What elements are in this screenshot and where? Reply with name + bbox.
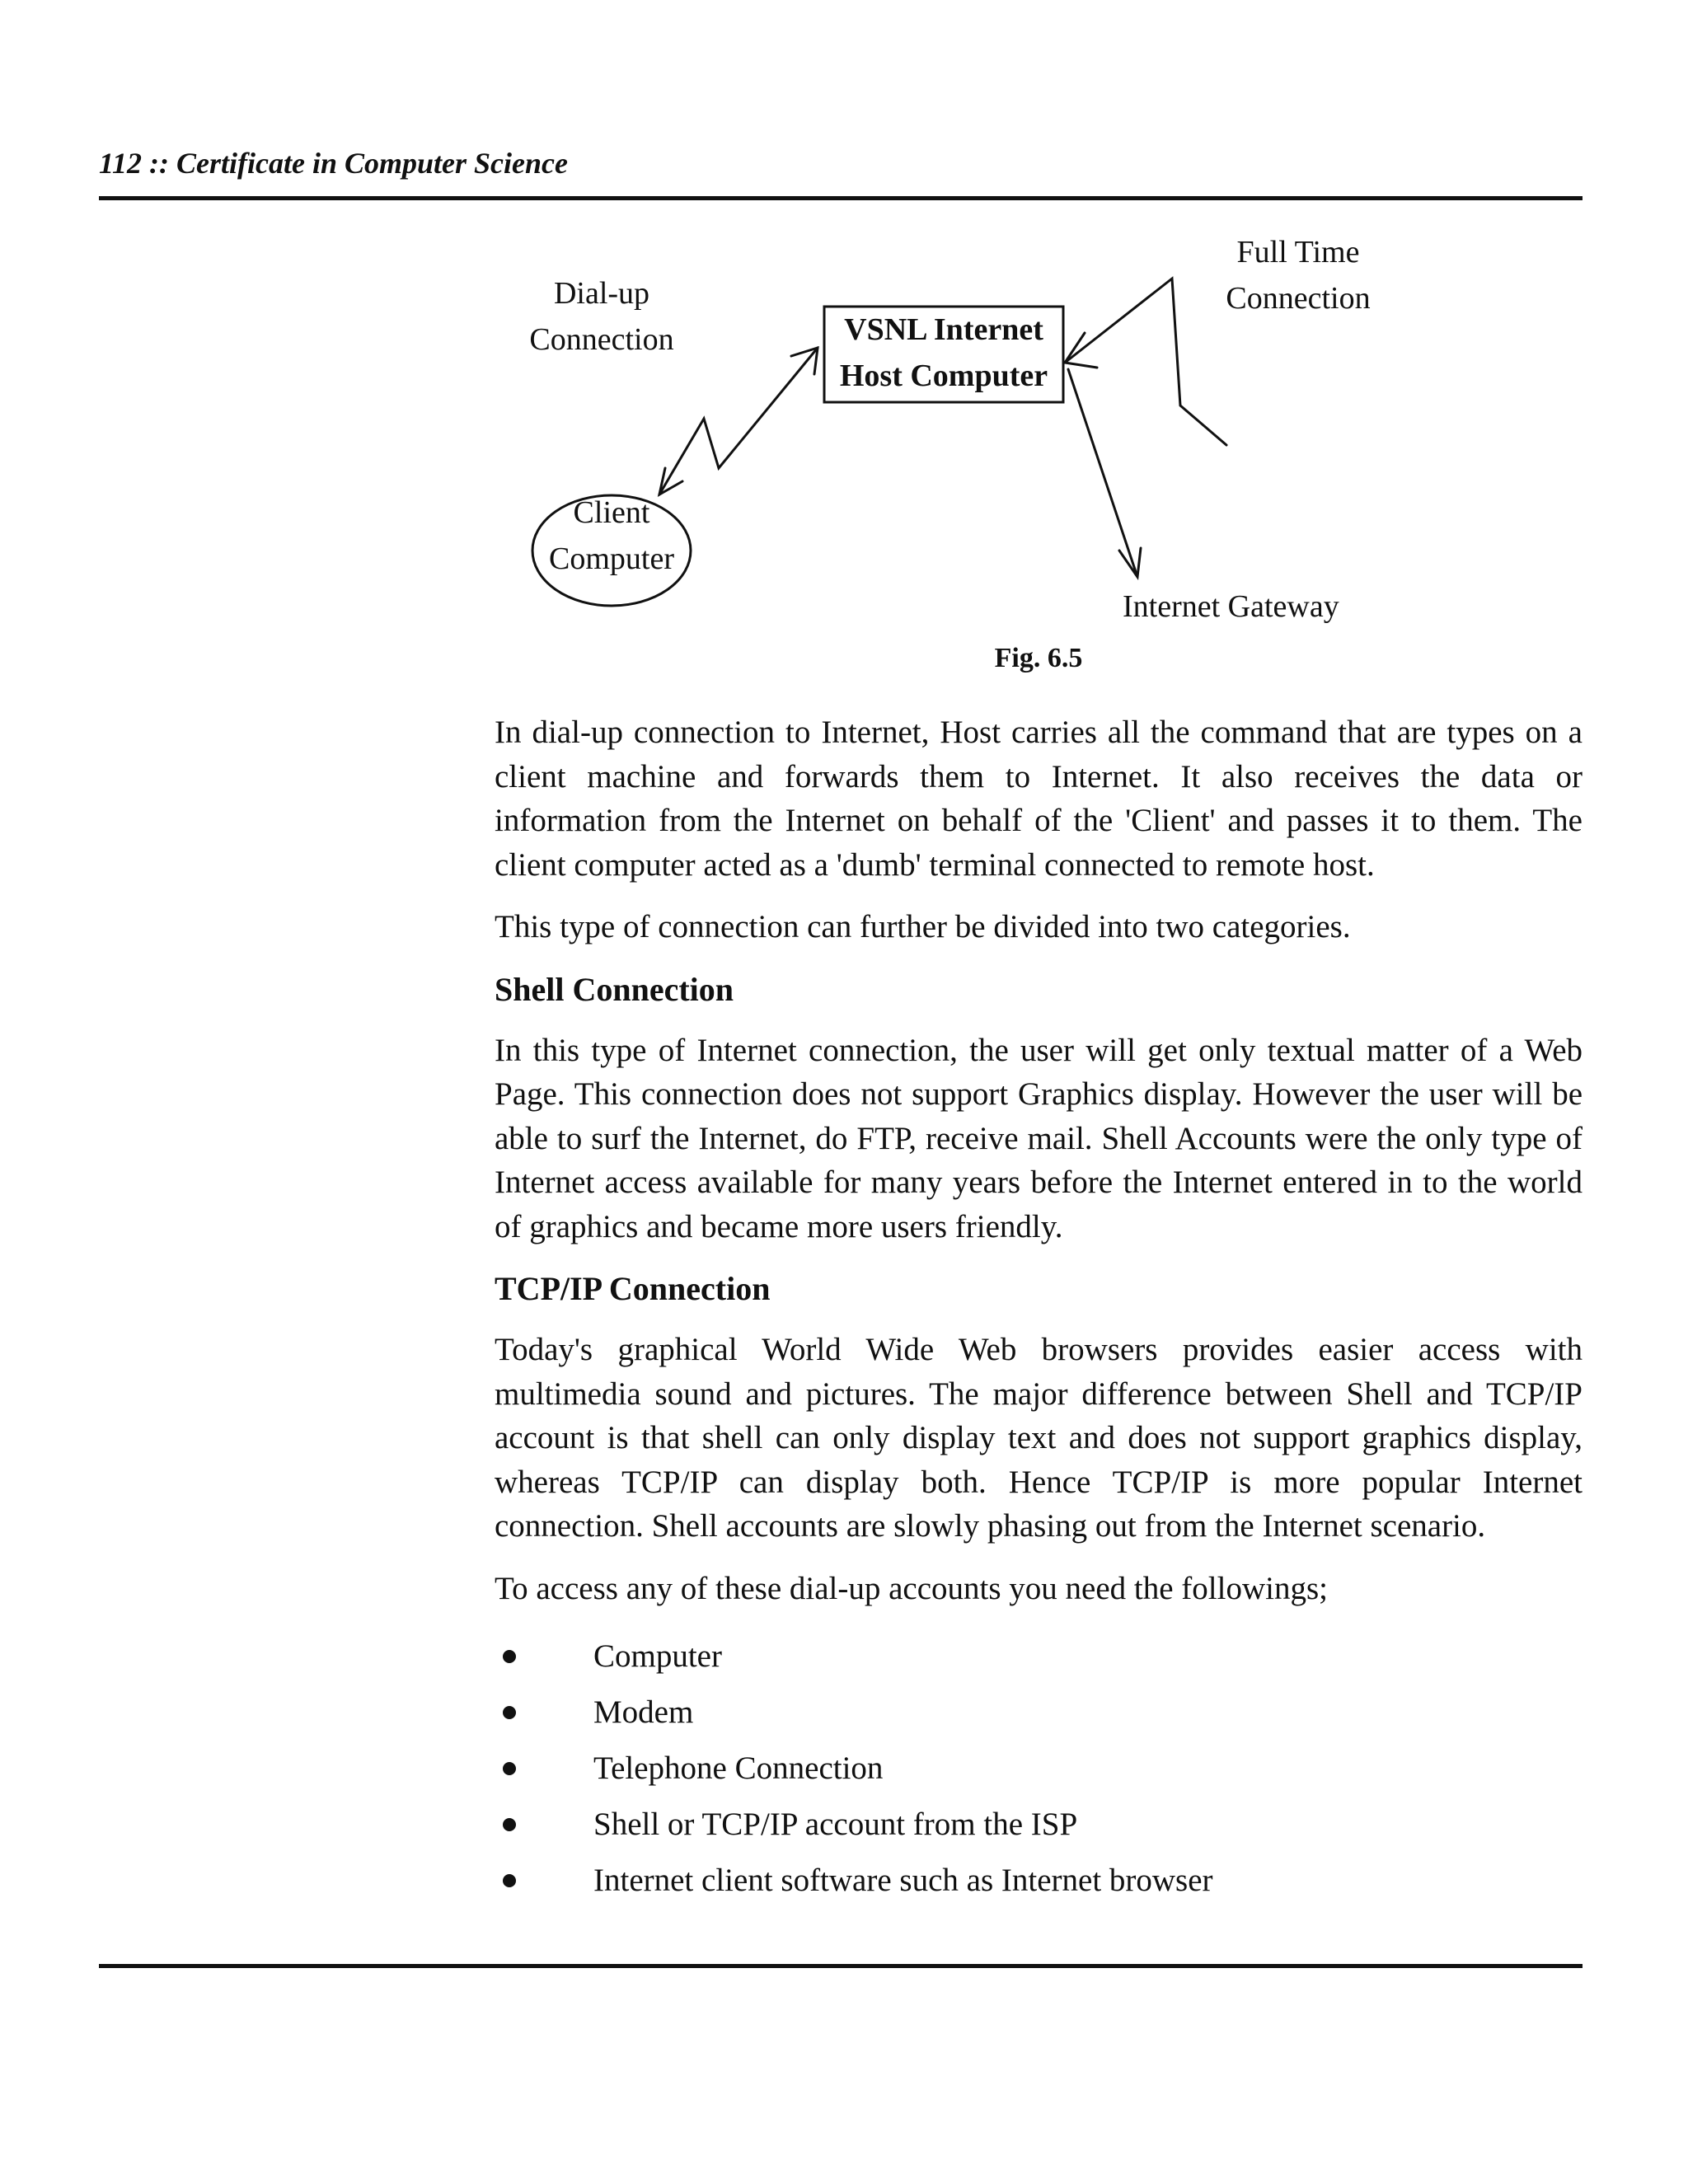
list-item	[495, 1629, 1582, 1685]
host-label-line1: VSNL Internet	[844, 312, 1043, 347]
bullet-icon	[503, 1706, 516, 1719]
list-item-text: Shell or TCP/IP account from the ISP	[593, 1807, 1078, 1842]
requirements-list	[495, 1629, 1582, 1909]
bullet-icon	[503, 1818, 516, 1831]
host-label-line2: Host Computer	[839, 359, 1048, 393]
figure-caption: Fig. 6.5	[994, 643, 1083, 673]
categories-paragraph: This type of connection can further be divided into two categories.	[495, 909, 1351, 944]
list-item-text: Internet client software such as Internet browser	[593, 1863, 1213, 1898]
client-label-line1: Client	[573, 495, 650, 530]
client-label-line2: Computer	[549, 541, 674, 576]
list-item	[495, 1685, 1582, 1741]
tcp-paragraph: Today's graphical World Wide Web browsers provides easier access with multimedia sound and pictures. The major difference between Shell and TCP/IP account is that shell can only display text and does not support graphics display, whereas TCP/IP can display both. Hence TCP/IP is more popular Internet connection. Shell accounts are slowly phasing out from the Internet scenario.	[495, 1332, 1582, 1544]
list-item	[495, 1853, 1582, 1909]
body-text	[495, 710, 1582, 1909]
dialup-paragraph: In dial-up connection to Internet, Host carries all the command that are types on a client machine and forwards them to Internet. It also receives the data or information from the Internet on behalf of the 'Client' and passes it to them. The client computer acted as a 'dumb' terminal connected to remote host.	[495, 715, 1582, 883]
footer-rule	[99, 1964, 1582, 1968]
bullet-icon	[503, 1650, 516, 1663]
bullet-icon	[503, 1762, 516, 1775]
access-paragraph: To access any of these dial-up accounts you need the followings;	[495, 1570, 1328, 1606]
gateway-link	[1068, 369, 1137, 577]
bullet-icon	[503, 1874, 516, 1887]
list-item-text: Computer	[593, 1638, 722, 1674]
network-diagram	[486, 223, 1418, 684]
shell-heading: Shell Connection	[495, 970, 734, 1008]
list-item	[495, 1741, 1582, 1797]
dialup-label-line2: Connection	[529, 322, 674, 357]
gateway-label: Internet Gateway	[1123, 589, 1339, 624]
header-rule	[99, 196, 1582, 200]
tcp-heading: TCP/IP Connection	[495, 1270, 771, 1307]
dialup-link	[659, 348, 818, 494]
list-item	[495, 1797, 1582, 1853]
fulltime-label-line1: Full Time	[1236, 235, 1360, 269]
list-item-text: Telephone Connection	[593, 1750, 884, 1786]
dialup-label-line1: Dial-up	[553, 276, 650, 311]
fulltime-label-line2: Connection	[1226, 281, 1371, 316]
shell-paragraph: In this type of Internet connection, the user will get only textual matter of a Web Page. This connection does not support Graphics display. However the user will be able to surf the Internet, do FTP, receive mail. Shell Accounts were the only type of Internet access available for many years before the Internet entered in to the world of graphics and became more users friendly.	[495, 1032, 1582, 1244]
list-item-text: Modem	[593, 1694, 694, 1730]
running-head: 112 :: Certificate in Computer Science	[99, 147, 568, 180]
